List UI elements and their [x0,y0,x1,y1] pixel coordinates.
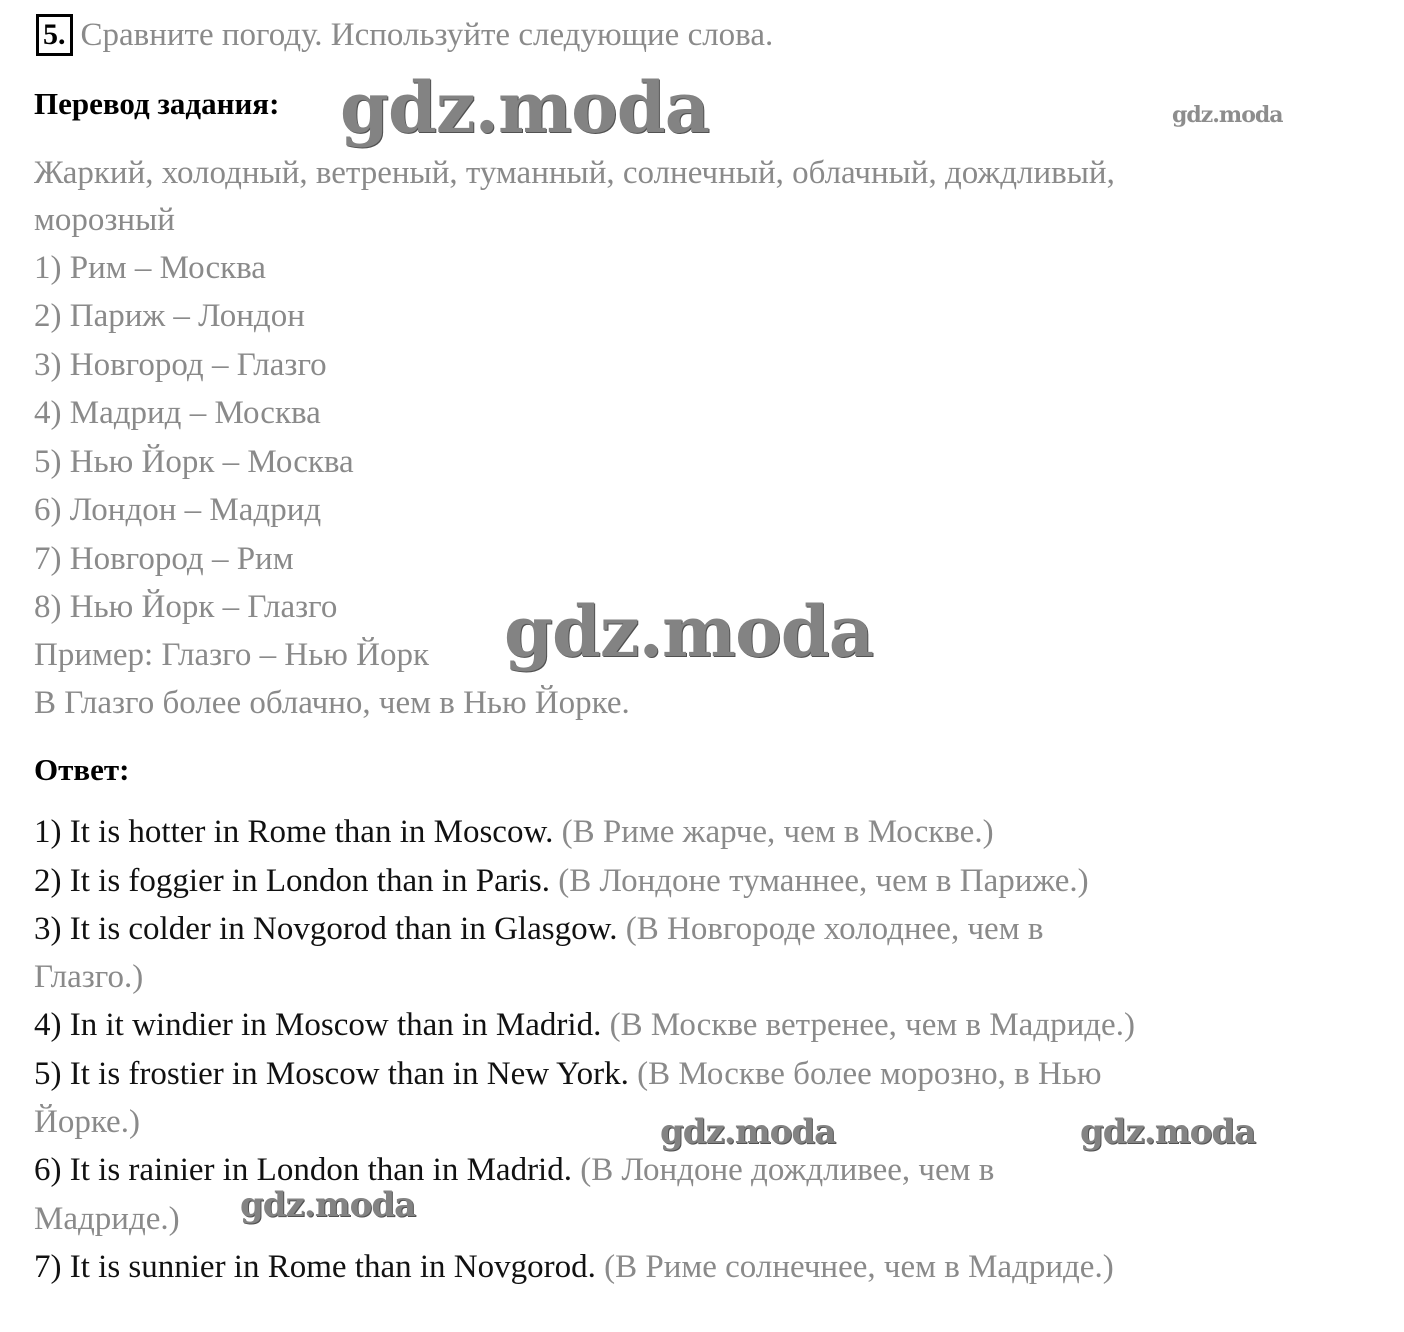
words-line-1: Жаркий, холодный, ветреный, туманный, солнечный, облачный, дождливый, [34,155,1115,191]
answer-english: 3) It is colder in Novgorod than in Glasgow. [34,911,618,947]
answer-russian: (В Москве ветренее, чем в Мадриде.) [609,1007,1135,1043]
answer-russian: (В Риме солнечнее, чем в Мадриде.) [604,1249,1114,1285]
answer-russian: (В Лондоне туманнее, чем в Париже.) [558,863,1089,899]
task-instruction: Сравните погоду. Используйте следующие слова. [80,16,774,53]
answer-russian: (В Риме жарче, чем в Москве.) [561,814,994,850]
answer-english: 7) It is sunnier in Rome than in Novgorod. [34,1249,596,1285]
answer-russian: (В Москве более морозно, в Нью [637,1056,1102,1092]
city-pair: 1) Рим – Москва [34,250,266,286]
answer-english: 5) It is frostier in Moscow than in New York. [34,1056,629,1092]
city-pair: 6) Лондон – Мадрид [34,492,322,528]
answer-item [34,1247,1114,1287]
task-number: 5. [36,14,73,56]
city-pair: 2) Париж – Лондон [34,298,305,334]
task-header [36,14,773,56]
answer-item [34,1005,1135,1045]
answer-item [34,1054,1102,1094]
watermark-logo: gdz.moda [1172,102,1283,128]
example-text: В Глазго более облачно, чем в Нью Йорке. [34,685,630,721]
answer-item [34,909,1043,949]
watermark-logo: gdz.moda [660,1112,836,1152]
answer-russian-continued: Глазго.) [34,959,144,995]
answer-english: 1) It is hotter in Rome than in Moscow. [34,814,554,850]
answer-item [34,812,994,852]
answer-russian-continued: Мадриде.) [34,1201,180,1237]
answer-russian: (В Новгороде холоднее, чем в [625,911,1044,947]
answer-english: 6) It is rainier in London than in Madrid. [34,1152,572,1188]
watermark-logo: gdz.moda [340,66,710,149]
example-label: Пример: Глазго – Нью Йорк [34,637,430,673]
answer-english: 2) It is foggier in London than in Paris. [34,863,551,899]
answer-russian: (В Лондоне дождливее, чем в [580,1152,995,1188]
city-pair: 4) Мадрид – Москва [34,395,321,431]
city-pair: 8) Нью Йорк – Глазго [34,589,338,625]
answer-item [34,861,1089,901]
translation-label: Перевод задания: [34,86,280,121]
watermark-logo: gdz.moda [1080,1112,1256,1152]
answer-item [34,1150,994,1190]
city-pair: 5) Нью Йорк – Москва [34,444,354,480]
watermark-logo: gdz.moda [504,590,874,673]
words-line-2: морозный [34,202,175,238]
answer-label: Ответ: [34,752,130,787]
watermark-logo: gdz.moda [240,1185,416,1225]
city-pair: 3) Новгород – Глазго [34,347,327,383]
answer-russian-continued: Йорке.) [34,1104,140,1140]
answer-english: 4) In it windier in Moscow than in Madrid. [34,1007,602,1043]
city-pair: 7) Новгород – Рим [34,541,294,577]
